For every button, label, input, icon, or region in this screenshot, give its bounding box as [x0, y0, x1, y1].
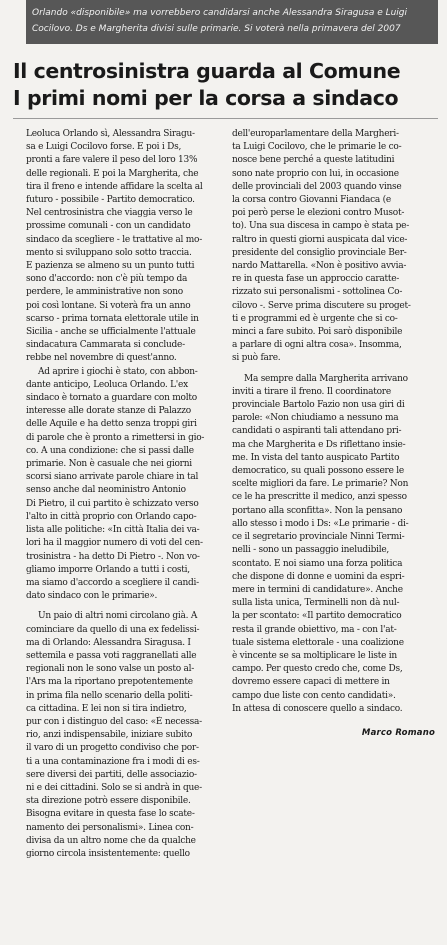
text-line: settemila e passa voti raggranellati alle — [26, 650, 197, 661]
text-line: rizzato sui personalismi - sottolinea Co- — [232, 287, 403, 298]
headline-line-1: Il centrosinistra guarda al Comune — [13, 59, 401, 83]
text-line: la corsa contro Giovanni Fiandaca (e — [232, 195, 391, 206]
text-line: sono d'accordo: non c'è più tempo da — [26, 274, 188, 285]
text-line: lori ha il maggior numero di voti del cen- — [26, 538, 203, 549]
author-signature: Marco Romano — [361, 728, 435, 738]
text-line: presidente del consiglio provinciale Ber- — [232, 247, 407, 258]
text-line: sere diversi dei partiti, delle associazio- — [26, 769, 197, 780]
text-line: cominciare da quello di una ex fedelissi- — [26, 624, 200, 635]
text-line: democratico, su quali possono essere le — [232, 466, 404, 477]
text-line: ti a una contaminazione fra i modi di es- — [26, 756, 200, 767]
text-line: dante anticipo, Leoluca Orlando. L'ex — [26, 379, 188, 390]
text-line: Ma sempre dalla Margherita arrivano — [244, 373, 408, 384]
text-line: che dispone di donne e uomini da espri- — [232, 571, 405, 582]
text-line: sindaco è tornato a guardare con molto — [26, 393, 197, 404]
subheadline-bar — [26, 0, 438, 44]
text-line: di parole che è pronto a rimettersi in gio- — [26, 432, 205, 443]
article-paragraph — [232, 373, 440, 716]
text-line: ti e programmi ed è urgente che si co- — [232, 313, 398, 324]
text-line: ca cittadina. E lei non si tira indietro, — [26, 703, 187, 714]
text-line: scarso - prima tornata elettorale utile in — [26, 313, 199, 324]
text-line: poi così lontane. Si voterà fra un anno — [26, 300, 191, 311]
text-line: co. A una condizione: che si passi dalle — [26, 445, 194, 456]
article-paragraph — [232, 128, 440, 366]
headline-divider — [13, 118, 438, 119]
text-line: allo stesso i modo i Ds: «Le primarie - di- — [232, 518, 409, 529]
text-line: la per scontato: «Il partito democratico — [232, 611, 402, 622]
subheadline-line-2: Cocilovo. Ds e Margherita divisi sulle primarie. Si voterà nella primavera del 2007 — [32, 24, 401, 34]
text-line: l'Ars ma la riportano prepotentemente — [26, 677, 193, 688]
text-line: sono nate proprio con lui, in occasione — [232, 168, 399, 179]
text-line: lista alle politiche: «In città Italia dei va- — [26, 525, 200, 536]
headline-line-2: I primi nomi per la corsa a sindaco — [13, 86, 399, 110]
text-line: re in questa fase un approccio caratte- — [232, 274, 400, 285]
text-line: dell'europarlamentare della Margheri- — [232, 129, 399, 139]
text-line: si può fare. — [232, 353, 281, 364]
text-line: scontato. E noi siamo una forza politica — [232, 558, 403, 569]
text-line: tira il freno e intende affidare la scelta al — [26, 181, 203, 192]
text-line: Bisogna evitare in questa fase lo scate- — [26, 809, 195, 820]
text-line: minci a fare subito. Poi sarò disponibile — [232, 327, 403, 338]
text-line: perdere, le amministrative non sono — [26, 287, 183, 298]
text-line: ce le ha prescritte il medico, anzi spesso — [232, 492, 407, 503]
text-line: mere in termini di candidature». Anche — [232, 584, 403, 595]
text-line: candidati o aspiranti tali attendano pri- — [232, 426, 402, 437]
text-line: sindacatura Cammarata si conclude- — [26, 340, 185, 351]
text-line: nardo Mattarella. «Non è positivo avvia- — [232, 261, 407, 272]
text-line: a parlare di ogni altra cosa». Insomma, — [232, 340, 402, 351]
article-column-left — [26, 128, 222, 861]
article-paragraph — [26, 128, 222, 366]
text-line: Sicilia - anche se ufficialmente l'attuale — [26, 327, 196, 338]
text-line: portano alla sconfitta». Non la pensano — [232, 505, 403, 516]
text-line: In attesa di conoscere quello a sindaco. — [232, 703, 403, 714]
text-line: ce il segretario provinciale Ninni Termi- — [232, 532, 405, 543]
text-line: delle Aquile e ha detto senza troppi giri — [26, 419, 197, 430]
text-line: ta Luigi Cocilovo, che le primarie le co- — [232, 142, 402, 153]
text-line: ma che Margherita e Ds riflettano insie- — [232, 439, 406, 450]
text-line: Leoluca Orlando sì, Alessandra Siragu- — [26, 129, 195, 139]
text-line: sta direzione potrò essere disponibile. — [26, 796, 191, 807]
text-line: sindaco da scegliere - le trattative al mo- — [26, 234, 203, 245]
text-line: futuro - possibile - Partito democratico. — [26, 195, 195, 206]
text-line: interesse alle dorate stanze di Palazzo — [26, 406, 191, 417]
text-line: giorno circola insistentemente: quello — [26, 848, 190, 859]
text-line: scelte migliori da fare. Le primarie? Non — [232, 479, 409, 490]
text-line: nosce bene perché a queste latitudini — [232, 155, 395, 166]
text-line: inviti a tirare il freno. Il coordinatore — [232, 386, 391, 397]
text-line: rebbe nel novembre di quest'anno. — [26, 353, 177, 364]
text-line: Nel centrosinistra che viaggia verso le — [26, 208, 193, 219]
text-line: poi però perse le elezioni contro Musot- — [232, 208, 405, 219]
text-line: ma siamo d'accordo a scegliere il candi- — [26, 577, 199, 588]
text-line: dato sindaco con le primarie». — [26, 591, 158, 602]
text-line: sa e Luigi Cocilovo forse. E poi i Ds, — [26, 142, 182, 153]
text-line: il varo di un progetto condiviso che por- — [26, 743, 199, 754]
text-line: senso anche dal neoministro Antonio — [26, 485, 186, 496]
article-column-right — [232, 128, 440, 716]
text-line: nelli - sono un passaggio ineludibile, — [232, 545, 390, 556]
text-line: ni e dei cittadini. Solo se si andrà in que- — [26, 782, 202, 793]
text-line: delle regionali. E poi la Margherita, che — [26, 168, 199, 179]
text-line: namento dei personalismi». Linea con- — [26, 822, 194, 833]
article-paragraph — [26, 366, 222, 604]
text-line: in prima fila nello scenario della politi- — [26, 690, 193, 701]
text-line: campo. Per questo credo che, come Ds, — [232, 664, 403, 675]
text-line: delle provinciali del 2003 quando vinse — [232, 181, 402, 192]
article-paragraph — [26, 610, 222, 861]
text-line: tuale sistema elettorale - una coalizione — [232, 637, 404, 648]
text-line: pur con i distinguo del caso: «È necessa- — [26, 716, 202, 727]
text-line: primarie. Non è casuale che nei giorni — [26, 459, 192, 470]
text-line: l'alto in città proprio con Orlando capo- — [26, 511, 197, 522]
text-line: divisa da un altro nome che da qualche — [26, 835, 196, 846]
text-line: me. In vista del tanto auspicato Partito — [232, 452, 400, 463]
text-line: provinciale Bartolo Fazio non usa giri di — [232, 400, 405, 411]
text-line: è vincente se sa moltiplicare le liste in — [232, 650, 397, 661]
text-line: Ad aprire i giochi è stato, con abbon- — [38, 366, 198, 377]
text-line: E pazienza se almeno su un punto tutti — [26, 261, 195, 272]
text-line: cilovo -. Serve prima discutere su proget- — [232, 300, 411, 311]
text-line: gliamo imporre Orlando a tutti i costi, — [26, 564, 190, 575]
text-line: resta il grande obiettivo, ma - con l'at- — [232, 624, 397, 635]
text-line: raltro in questi giorni auspicata dal vice- — [232, 234, 408, 245]
text-line: prossime comunali - con un candidato — [26, 221, 191, 232]
text-line: ma di Orlando: Alessandra Siragusa. I — [26, 637, 191, 648]
subheadline-line-1: Orlando «disponibile» ma vorrebbero candidarsi anche Alessandra Siragusa e Luigi — [32, 8, 408, 18]
text-line: Un paio di altri nomi circolano già. A — [38, 611, 198, 622]
text-line: scorsi siano arrivate parole chiare in tal — [26, 472, 199, 483]
text-line: parole: «Non chiudiamo a nessuno ma — [232, 413, 399, 424]
text-line: dovremo essere capaci di mettere in — [232, 677, 390, 688]
headline — [13, 58, 443, 112]
text-line: campo due liste con cento candidati». — [232, 690, 396, 701]
text-line: mento si sviluppano solo sotto traccia. — [26, 247, 192, 258]
text-line: pronti a fare valere il peso del loro 13% — [26, 155, 198, 166]
text-line: Di Pietro, il cui partito è schizzato verso — [26, 498, 199, 509]
text-line: regionali non le sono valse un posto al- — [26, 664, 195, 675]
text-line: sulla lista unica, Terminelli non dà nul- — [232, 598, 400, 609]
text-line: trosinistra - ha detto Di Pietro -. Non vo- — [26, 551, 200, 562]
text-line: to). Una sua discesa in campo è stata pe- — [232, 221, 410, 232]
text-line: rio, anzi indispensabile, iniziare subito — [26, 730, 193, 741]
